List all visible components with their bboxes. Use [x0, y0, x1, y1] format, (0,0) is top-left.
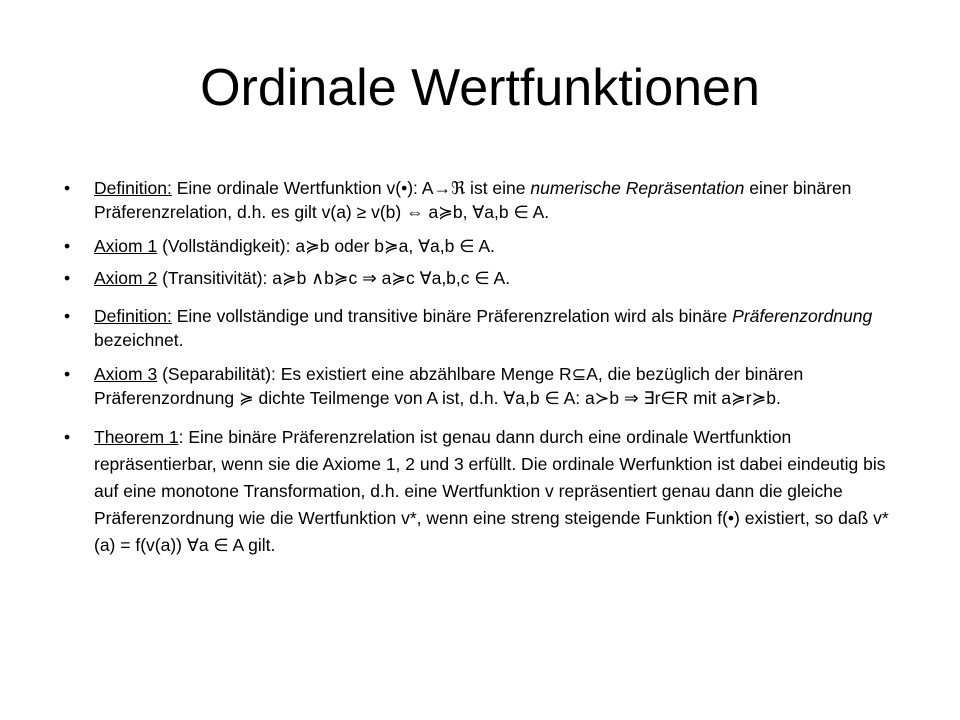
item-heading: Axiom 1 — [94, 236, 158, 256]
list-item-axiom-2 — [64, 266, 904, 290]
item-emphasis: numerische Repräsentation — [530, 178, 745, 198]
item-text: Eine ordinale Wertfunktion v(•): A→ℜ ist eine — [171, 178, 531, 198]
item-text: (Transitivität): a≽b ∧b≽c ⇒ a≽c ∀a,b,c ∈ A. — [157, 268, 511, 288]
item-text: (Vollständigkeit): a≽b oder b≽a, ∀a,b ∈ A. — [157, 236, 495, 256]
bullet-icon: • — [64, 306, 71, 326]
item-text: (Separabilität): Es existiert eine abzählbare Menge R⊆A, die bezüglich der binären Präferenzordnung ≽ dichte Teilmenge von A ist, d.h. ∀a,b ∈ A: a≻b ⇒ ∃r∈R mit a≽r≽b. — [94, 364, 804, 408]
item-heading: Axiom 2 — [94, 268, 158, 288]
item-heading: Theorem 1 — [94, 427, 179, 447]
bullet-icon: • — [64, 268, 71, 288]
bullet-icon: • — [64, 178, 71, 198]
item-heading: Axiom 3 — [94, 364, 158, 384]
item-emphasis: Präferenzordnung — [732, 306, 873, 326]
bullet-icon: • — [64, 427, 71, 447]
bullet-icon: • — [64, 236, 71, 256]
list-item-definition-2 — [64, 304, 904, 352]
list-item-axiom-3 — [64, 362, 904, 410]
item-text-cont: bezeichnet. — [94, 330, 184, 350]
slide-title: Ordinale Wertfunktionen — [200, 59, 760, 117]
list-item-axiom-1 — [64, 234, 904, 258]
bullet-list — [64, 176, 904, 559]
item-text: : Eine binäre Präferenzrelation ist genau dann durch eine ordinale Wertfunktion repräsentierbar, wenn sie die Axiome 1, 2 und 3 erfüllt. Die ordinale Werfunktion ist dabei eindeutig bis auf eine monotone Transformation, d.h. eine Wertfunktion v repräsentiert genau dann die gleiche Präferenzordnung wie die Wertfunktion v*, wenn eine streng steigende Funktion f(•) existiert, so daß v*(a) = f(v(a)) ∀a ∈ A gilt. — [94, 427, 889, 555]
list-item-definition-1 — [64, 176, 904, 224]
item-heading: Definition: — [94, 178, 172, 198]
item-heading: Definition: — [94, 306, 172, 326]
bullet-icon: • — [64, 364, 71, 384]
list-item-theorem-1 — [64, 424, 904, 559]
item-text: Eine vollständige und transitive binäre Präferenzrelation wird als binäre — [171, 306, 733, 326]
item-text-cont: einer binären Präferenzrelation, d.h. es gilt v(a) ≥ v(b) ⇔ a≽b, ∀a,b ∈ A. — [94, 178, 852, 222]
